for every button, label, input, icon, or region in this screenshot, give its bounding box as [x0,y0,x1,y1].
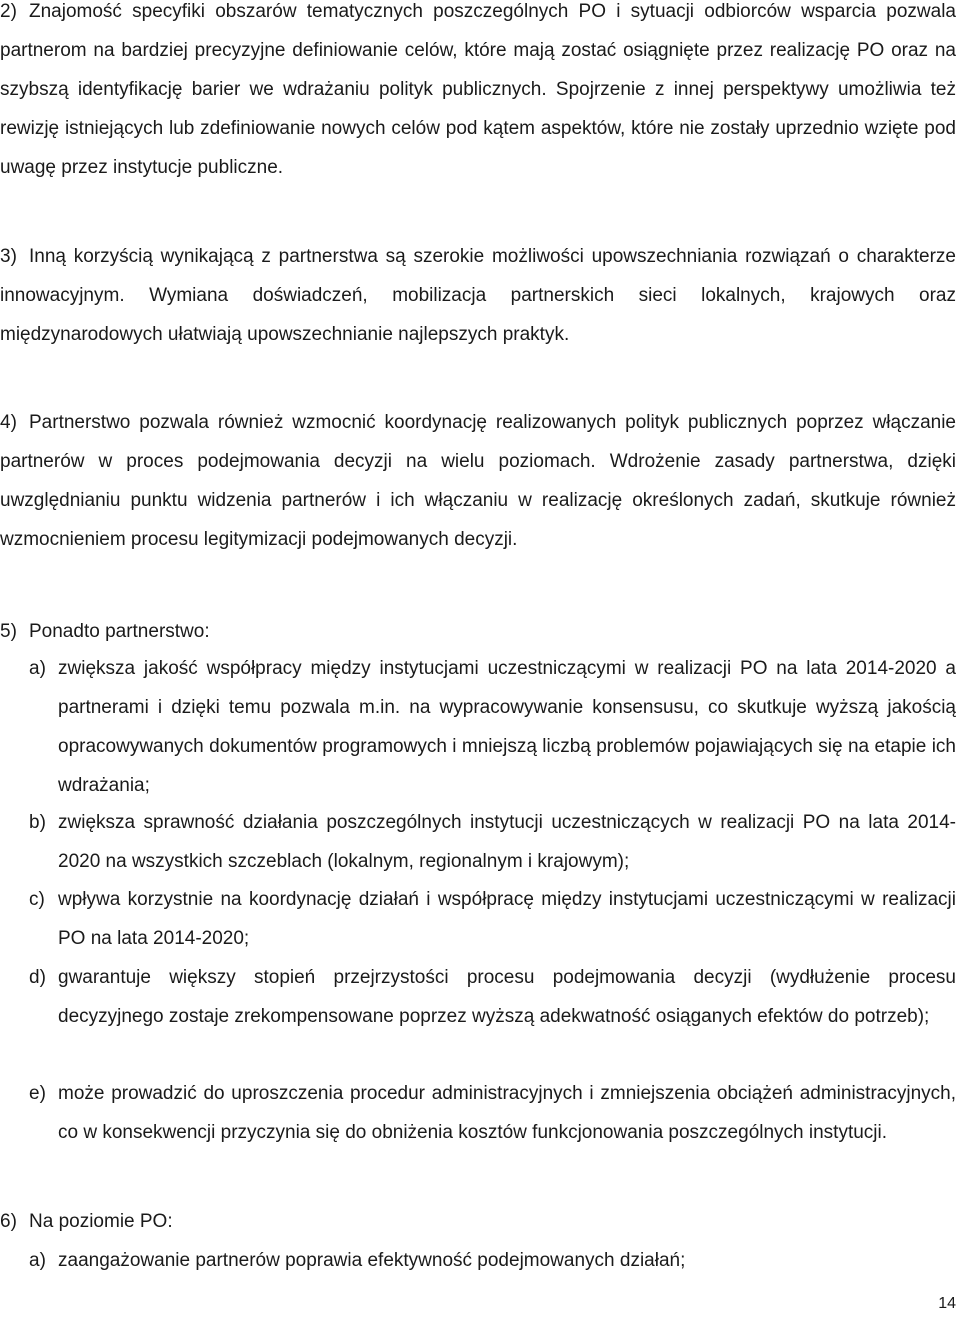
sub-item-6a [0,1241,956,1280]
list-item-4 [0,403,956,559]
sub-item-letter: a) [29,658,46,679]
sub-item-text: może prowadzić do uproszczenia procedur administracyjnych i zmniejszenia obciążeń administracyjnych, co w konsekwencji przyczynia się do obniżenia kosztów funkcjonowania poszczególnych instytucji. [58,1083,956,1143]
sub-item-letter: d) [29,967,46,988]
paragraph-text: Ponadto partnerstwo: [29,621,210,642]
sub-item-text: zaangażowanie partnerów poprawia efektywność podejmowanych działań; [58,1250,686,1271]
paragraph-text: Partnerstwo pozwala również wzmocnić koordynację realizowanych polityk publicznych poprzez włączanie partnerów w proces podejmowania decyzji na wielu poziomach. Wdrożenie zasady partnerstwa, dzięki uwzględnianiu punktu widzenia partnerów i ich włączaniu w realizację określonych zadań, skutkuje również wzmocnieniem procesu legitymizacji podejmowanych decyzji. [0,412,956,550]
sub-item-text: gwarantuje większy stopień przejrzystości procesu podejmowania decyzji (wydłużenie procesu decyzyjnego zostaje zrekompensowane poprzez wyższą adekwatność osiąganych efektów do potrzeb); [58,967,956,1027]
sub-item-5c [0,880,956,958]
list-number: 6) [0,1211,17,1232]
sub-item-text: zwiększa sprawność działania poszczególnych instytucji uczestniczących w realizacji PO na lata 2014-2020 na wszystkich szczeblach (lokalnym, regionalnym i krajowym); [58,812,956,872]
paragraph-text: Znajomość specyfiki obszarów tematycznych poszczególnych PO i sytuacji odbiorców wsparcia pozwala partnerom na bardziej precyzyjne definiowanie celów, które mają zostać osiągnięte przez realizację PO oraz na szybszą identyfikację barier we wdrażaniu polityk publicznych. Spojrzenie z innej perspektywy umożliwia też rewizję istniejących lub zdefiniowanie nowych celów pod kątem aspektów, które nie zostały uprzednio wzięte pod uwagę przez instytucje publiczne. [0,1,956,178]
sub-item-letter: a) [29,1250,46,1271]
list-number: 3) [0,246,17,267]
page-number: 14 [938,1295,956,1312]
list-item-5 [0,612,956,651]
list-number: 4) [0,412,17,433]
sub-item-text: zwiększa jakość współpracy między instytucjami uczestniczącymi w realizacji PO na lata 2014-2020 a partnerami i dzięki temu pozwala m.in. na wypracowywanie konsensusu, co skutkuje wyższą jakością opracowywanych dokumentów programowych i mniejszą liczbą problemów pojawiających się na etapie ich wdrażania; [58,658,956,796]
list-item-6 [0,1202,956,1241]
sub-item-letter: c) [29,889,45,910]
sub-item-5a [0,649,956,805]
list-item-2 [0,0,956,187]
list-number: 5) [0,621,17,642]
sub-item-letter: b) [29,812,46,833]
sub-item-5b [0,803,956,881]
list-number: 2) [0,1,17,22]
sub-item-text: wpływa korzystnie na koordynację działań i współpracę między instytucjami uczestniczącymi w realizacji PO na lata 2014-2020; [58,889,956,949]
list-item-3 [0,237,956,354]
sub-item-5e [0,1074,956,1152]
paragraph-text: Inną korzyścią wynikającą z partnerstwa są szerokie możliwości upowszechniania rozwiązań o charakterze innowacyjnym. Wymiana doświadczeń, mobilizacja partnerskich sieci lokalnych, krajowych oraz międzynarodowych ułatwiają upowszechnianie najlepszych praktyk. [0,246,956,345]
sub-item-5d [0,958,956,1036]
paragraph-text: Na poziomie PO: [29,1211,173,1232]
sub-item-letter: e) [29,1083,46,1104]
